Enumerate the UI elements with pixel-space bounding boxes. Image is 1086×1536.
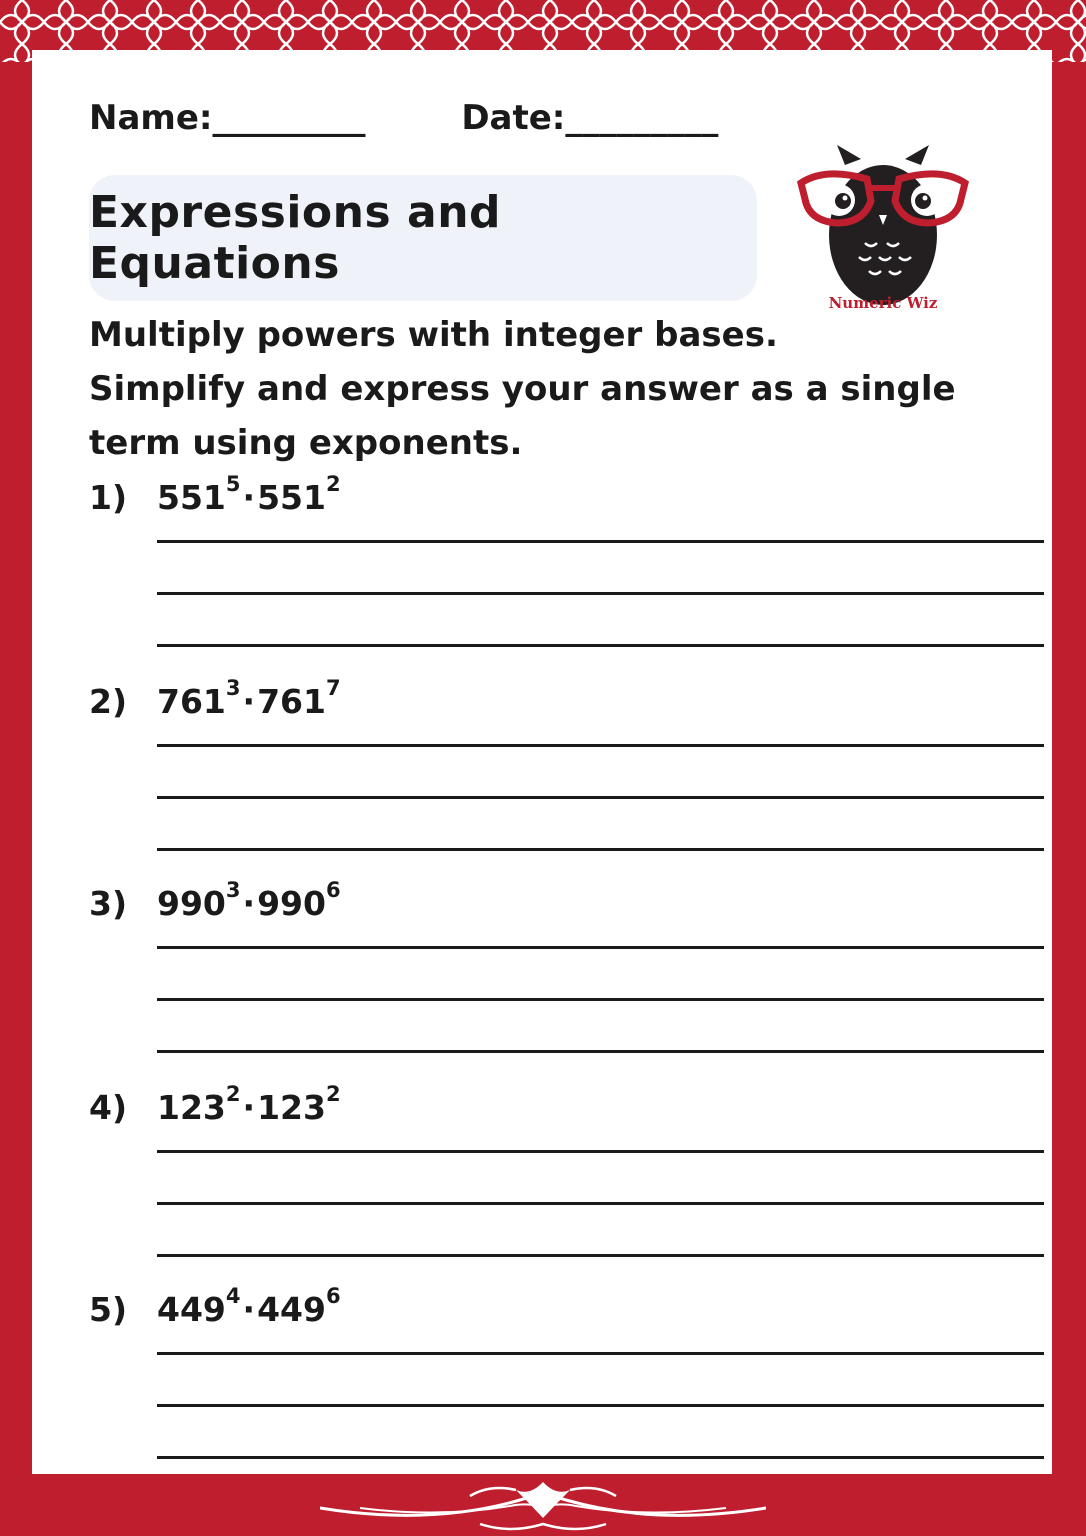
problem-5: [89, 1284, 1049, 1484]
worksheet-page: [32, 50, 1052, 1474]
answer-line-3[interactable]: [157, 1254, 1044, 1257]
answer-line-2[interactable]: [157, 998, 1044, 1001]
date-field[interactable]: Date:_________: [461, 98, 719, 138]
problem-1: [89, 472, 1049, 672]
problem-number: 4): [89, 1088, 128, 1127]
problem-4: [89, 1082, 1049, 1282]
exponent-1: 4: [225, 1284, 241, 1308]
page-title: Expressions and Equations: [89, 187, 502, 289]
owl-with-glasses-icon: [795, 145, 971, 315]
base-2: 761: [257, 682, 326, 721]
multiply-dot: ·: [242, 884, 256, 923]
exponent-1: 3: [225, 878, 241, 902]
base-2: 551: [257, 478, 326, 517]
header-row: [89, 98, 718, 138]
answer-line-3[interactable]: [157, 848, 1044, 851]
problem-3: [89, 878, 1049, 1078]
exponent-1: 3: [225, 676, 241, 700]
answer-line-3[interactable]: [157, 644, 1044, 647]
multiply-dot: ·: [242, 478, 256, 517]
answer-line-1[interactable]: [157, 744, 1044, 747]
problem-expression: [157, 878, 341, 923]
multiply-dot: ·: [242, 1290, 256, 1329]
answer-line-2[interactable]: [157, 1404, 1044, 1407]
name-field[interactable]: Name:_________: [89, 98, 366, 138]
problem-number: 1): [89, 478, 128, 517]
base-1: 123: [157, 1088, 226, 1127]
instruction-line-2: Simplify and express your answer as a single term using exponents.: [89, 369, 956, 463]
answer-line-2[interactable]: [157, 1202, 1044, 1205]
problem-number: 5): [89, 1290, 128, 1329]
base-1: 990: [157, 884, 226, 923]
problem-number: 2): [89, 682, 128, 721]
problem-2: [89, 676, 1049, 876]
problem-expression: [157, 472, 341, 517]
logo-brand-text: Numeric Wiz: [828, 294, 938, 312]
multiply-dot: ·: [242, 682, 256, 721]
answer-line-1[interactable]: [157, 946, 1044, 949]
exponent-2: 6: [325, 878, 341, 902]
base-1: 449: [157, 1290, 226, 1329]
scroll-ornament-icon: [320, 1478, 766, 1536]
title-box: [89, 175, 757, 301]
exponent-1: 5: [225, 472, 241, 496]
exponent-2: 2: [325, 472, 341, 496]
base-2: 449: [257, 1290, 326, 1329]
multiply-dot: ·: [242, 1088, 256, 1127]
base-2: 990: [257, 884, 326, 923]
problem-expression: [157, 676, 341, 721]
problem-expression: [157, 1284, 341, 1329]
answer-line-1[interactable]: [157, 1352, 1044, 1355]
instructions: [89, 308, 1039, 470]
problem-expression: [157, 1082, 341, 1127]
answer-line-2[interactable]: [157, 796, 1044, 799]
exponent-1: 2: [225, 1082, 241, 1106]
exponent-2: 2: [325, 1082, 341, 1106]
exponent-2: 7: [325, 676, 341, 700]
answer-line-3[interactable]: [157, 1050, 1044, 1053]
answer-line-2[interactable]: [157, 592, 1044, 595]
base-1: 551: [157, 478, 226, 517]
instruction-line-1: Multiply powers with integer bases.: [89, 315, 778, 355]
problem-number: 3): [89, 884, 128, 923]
answer-line-1[interactable]: [157, 1150, 1044, 1153]
base-1: 761: [157, 682, 226, 721]
exponent-2: 6: [325, 1284, 341, 1308]
answer-line-3[interactable]: [157, 1456, 1044, 1459]
answer-line-1[interactable]: [157, 540, 1044, 543]
base-2: 123: [257, 1088, 326, 1127]
